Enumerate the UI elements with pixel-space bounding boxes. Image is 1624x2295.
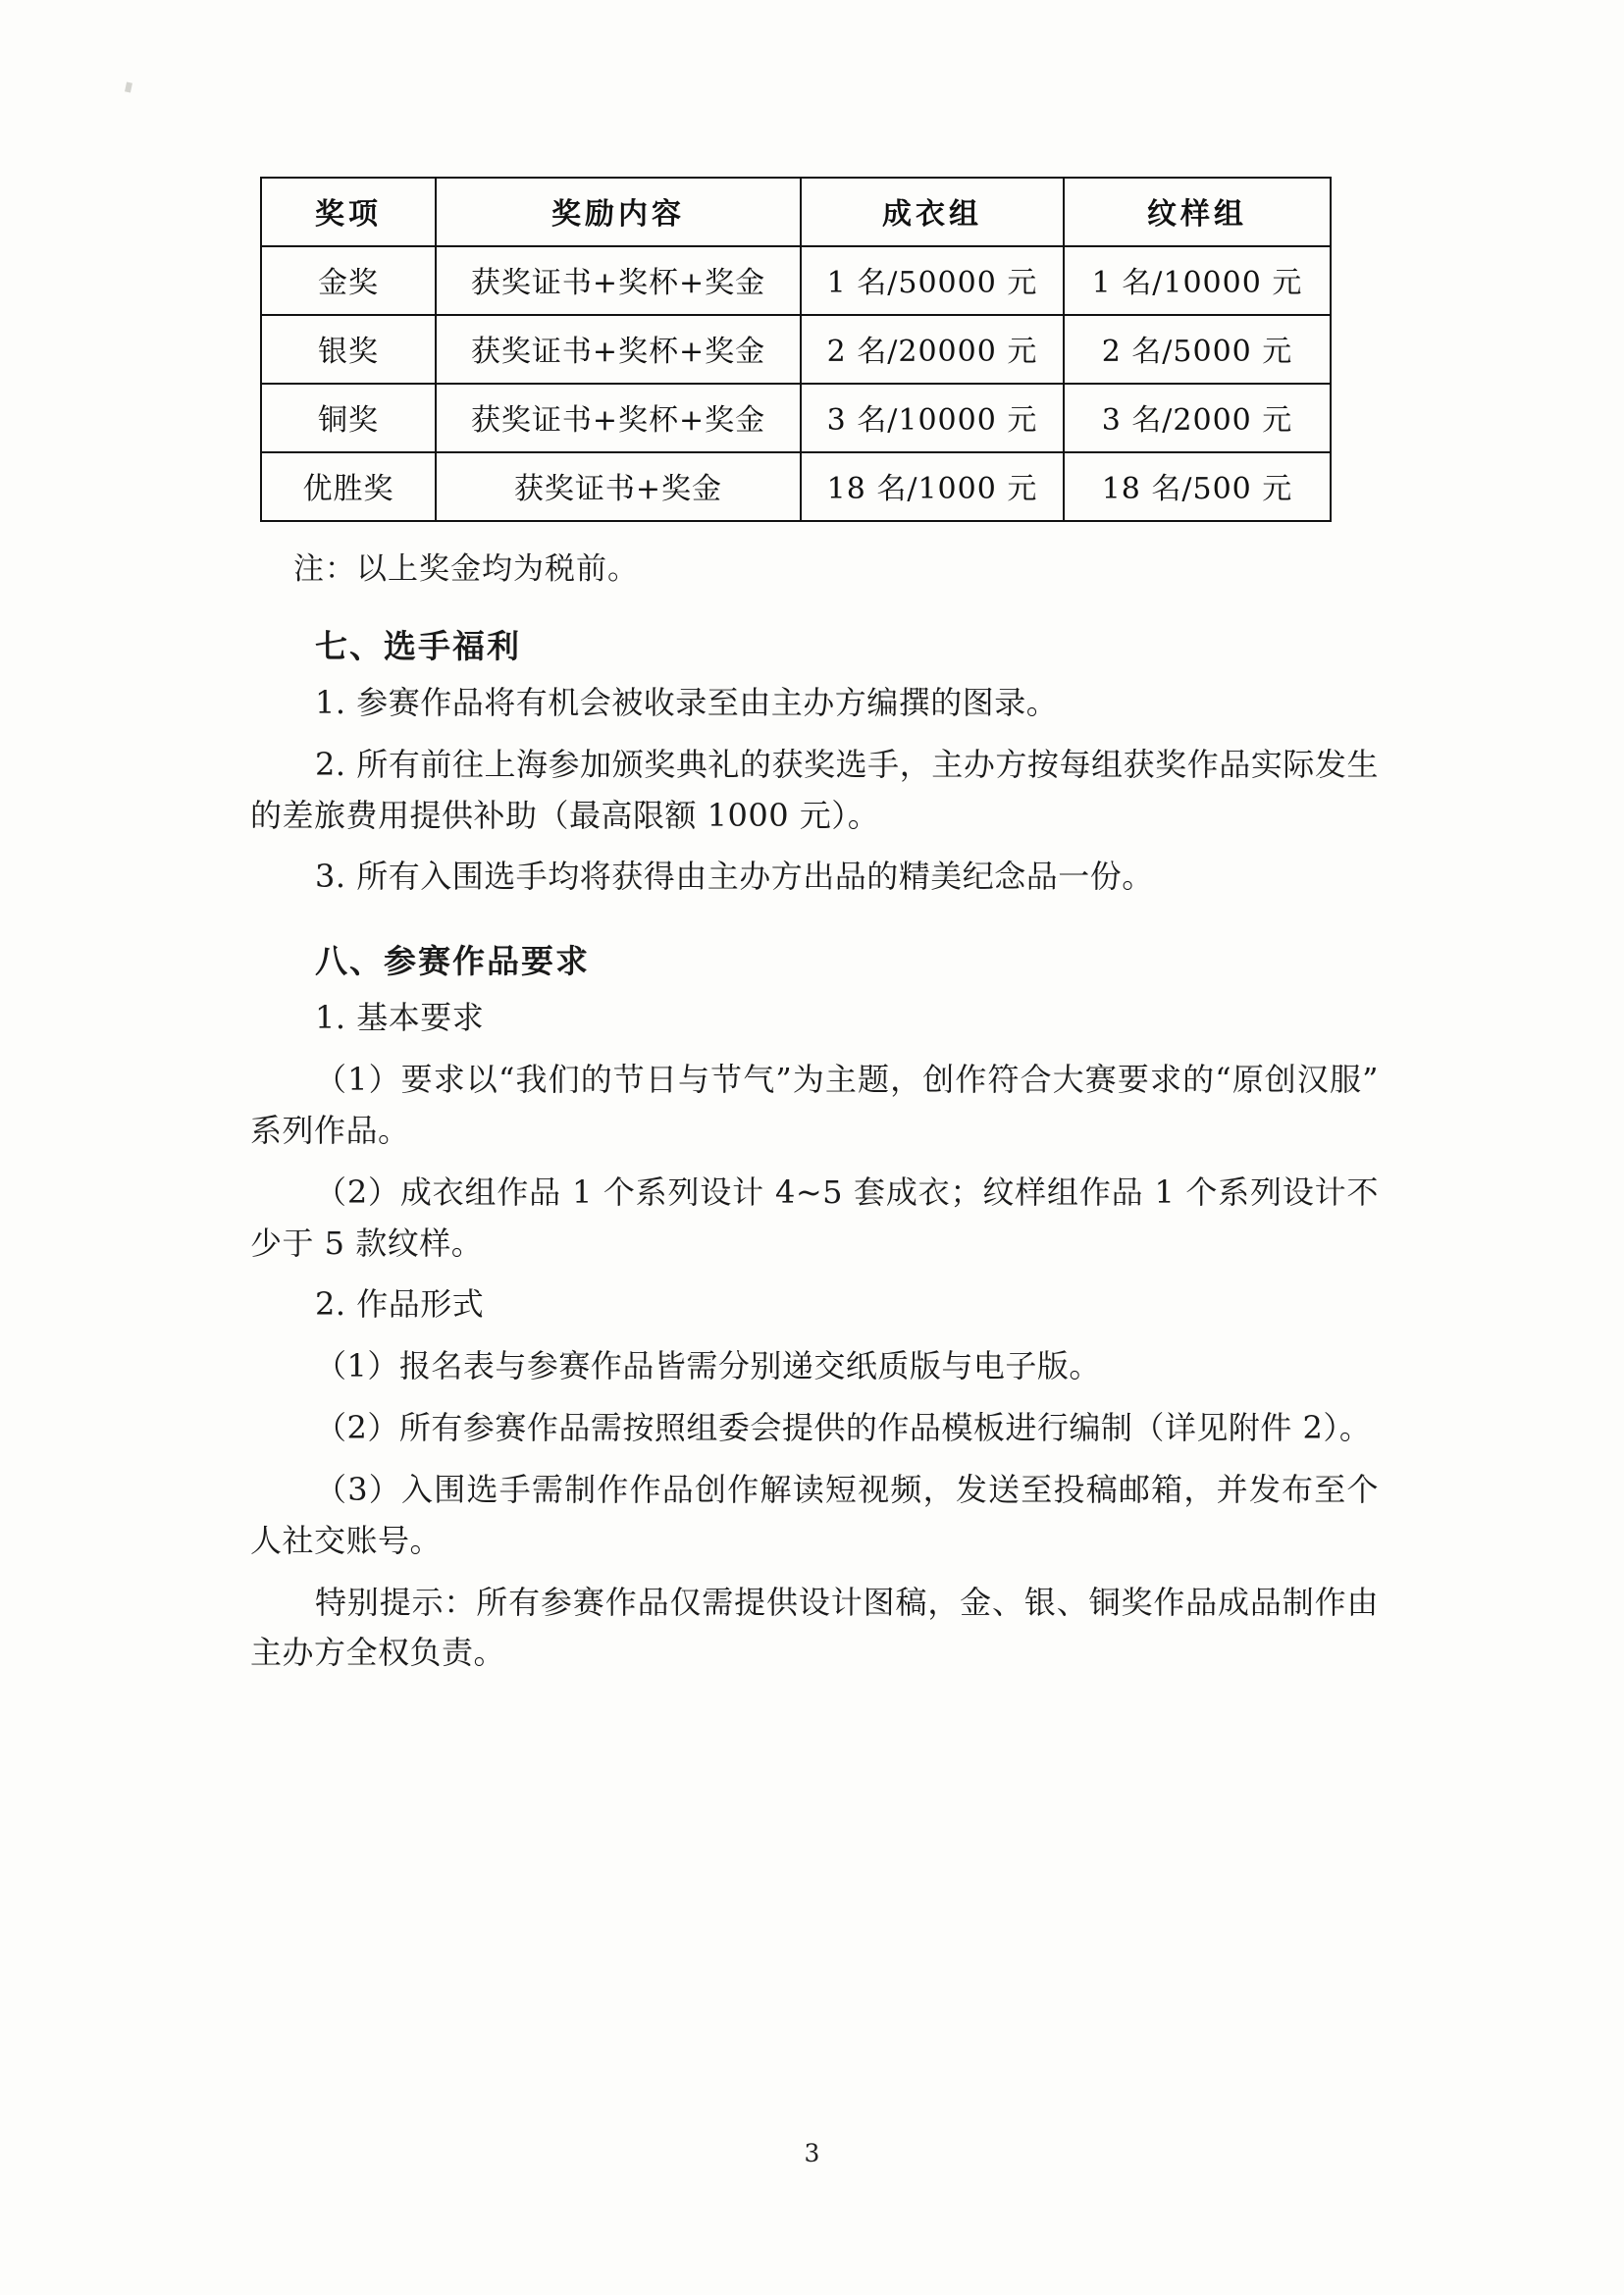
paragraph: 3. 所有入围选手均将获得由主办方出品的精美纪念品一份。 — [315, 858, 1154, 896]
table-cell: 银奖 — [261, 315, 436, 384]
page-number: 3 — [804, 2139, 820, 2167]
table-header-cell: 成衣组 — [801, 178, 1064, 246]
table-note: 注：以上奖金均为税前。 — [293, 551, 639, 587]
table-cell: 金奖 — [261, 246, 436, 315]
table-cell: 优胜奖 — [261, 452, 436, 521]
table-cell: 1 名/10000 元 — [1064, 246, 1331, 315]
table-cell: 18 名/500 元 — [1064, 452, 1331, 521]
table-cell: 1 名/50000 元 — [801, 246, 1064, 315]
page-content — [250, 177, 1379, 1679]
table-header-cell: 奖励内容 — [436, 178, 801, 246]
paragraph: （3）入围选手需制作作品创作解读短视频，发送至投稿邮箱，并发布至个人社交账号。 — [250, 1470, 1379, 1559]
paragraph: 1. 参赛作品将有机会被收录至由主办方编撰的图录。 — [315, 684, 1059, 721]
table-cell: 2 名/5000 元 — [1064, 315, 1331, 384]
paragraph: 2. 所有前往上海参加颁奖典礼的获奖选手，主办方按每组获奖作品实际发生的差旅费用提供补助（最高限额 1000 元）。 — [250, 745, 1379, 834]
table-cell: 获奖证书+奖杯+奖金 — [436, 384, 801, 452]
table-row — [261, 384, 1331, 452]
paragraph: （1）要求以“我们的节日与节气”为主题，创作符合大赛要求的“原创汉服”系列作品。 — [250, 1061, 1379, 1149]
table-cell: 铜奖 — [261, 384, 436, 452]
section-heading-welfare: 七、选手福利 — [315, 627, 521, 665]
paragraph: （1）报名表与参赛作品皆需分别递交纸质版与电子版。 — [315, 1347, 1101, 1385]
paragraph: （2）所有参赛作品需按照组委会提供的作品模板进行编制（详见附件 2）。 — [315, 1409, 1372, 1447]
table-header-cell: 奖项 — [261, 178, 436, 246]
paragraph: 特别提示：所有参赛作品仅需提供设计图稿，金、银、铜奖作品成品制作由主办方全权负责。 — [250, 1583, 1379, 1672]
paragraph: 1. 基本要求 — [315, 999, 485, 1037]
scan-artifact-speck — [125, 81, 132, 92]
table-cell: 获奖证书+奖杯+奖金 — [436, 246, 801, 315]
table-row — [261, 315, 1331, 384]
table-cell: 3 名/2000 元 — [1064, 384, 1331, 452]
paragraph: 2. 作品形式 — [315, 1285, 485, 1324]
paragraph: （2）成衣组作品 1 个系列设计 4~5 套成衣；纹样组作品 1 个系列设计不少于 5 款纹样。 — [250, 1173, 1379, 1262]
table-cell: 获奖证书+奖金 — [436, 452, 801, 521]
table-cell: 2 名/20000 元 — [801, 315, 1064, 384]
table-header-cell: 纹样组 — [1064, 178, 1331, 246]
section-heading-requirements: 八、参赛作品要求 — [315, 942, 590, 981]
table-header-row — [261, 178, 1331, 246]
award-table — [260, 177, 1332, 522]
table-cell: 获奖证书+奖杯+奖金 — [436, 315, 801, 384]
table-cell: 3 名/10000 元 — [801, 384, 1064, 452]
table-row — [261, 452, 1331, 521]
table-cell: 18 名/1000 元 — [801, 452, 1064, 521]
table-row — [261, 246, 1331, 315]
